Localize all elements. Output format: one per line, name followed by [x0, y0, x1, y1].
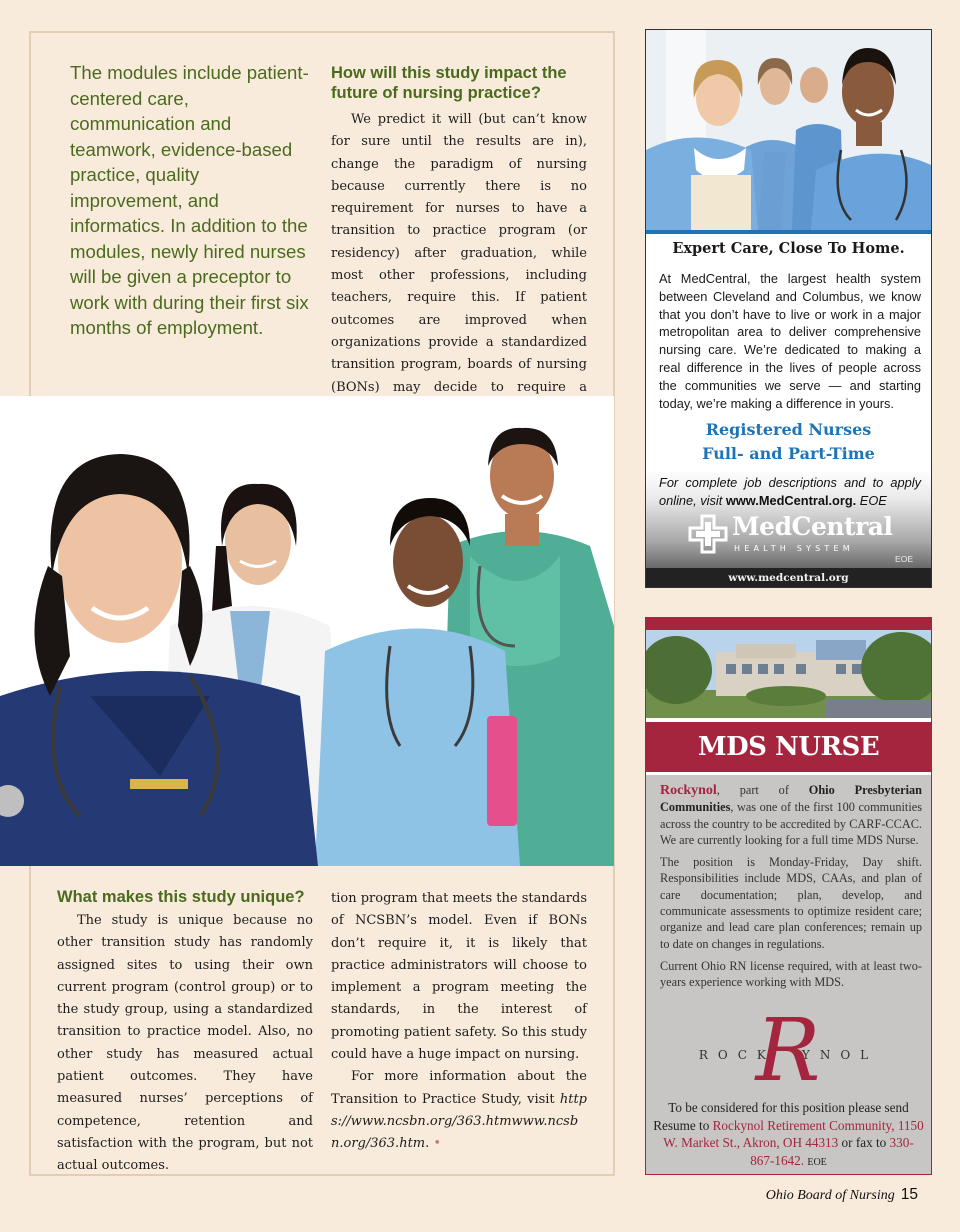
article-column-1 — [331, 109, 587, 421]
medcentral-logo-eoe: EOE — [895, 554, 913, 564]
medcentral-apply-text: For complete job descriptions and to apply online, visit — [659, 475, 921, 508]
study-link[interactable]: https://www.ncsbn.org/363.htmwww.ncsbn.org/363.htm — [331, 1091, 587, 1152]
page-footer — [766, 1186, 918, 1204]
rockynol-contact-text: To be considered for this position please send Resume to — [653, 1100, 909, 1133]
medcentral-ad-divider — [646, 230, 931, 234]
medcentral-ad-apply — [659, 474, 921, 509]
rockynol-ad-title: MDS NURSE — [646, 722, 931, 772]
rockynol-logo — [646, 1010, 931, 1090]
paragraph-continuation: tion program that meets the standards of NCSBN’s model. Even if BONs don’t require it, it is likely that practice administrators will choose to implement a program meeting the standards, in the interest of promoting patient safety. So this study could have a huge impact on nursing. — [331, 891, 587, 1063]
rockynol-intro-part1: , part of — [716, 783, 809, 797]
end-mark-icon: • — [433, 1136, 442, 1152]
medcentral-ad-positions — [646, 418, 931, 466]
rockynol-parent-org: Ohio Presbyterian Communities — [660, 783, 922, 815]
nurses-photo — [0, 396, 614, 866]
rockynol-contact-fax-text: or fax to — [841, 1135, 887, 1150]
footer-page-number: 15 — [900, 1186, 918, 1203]
rockynol-ad-topbar — [646, 618, 931, 630]
medcentral-footer-url[interactable]: www.medcentral.org — [646, 568, 931, 588]
medcentral-ad-photo — [646, 30, 931, 230]
rockynol-ad-intro — [660, 782, 922, 848]
medcentral-cross-icon — [688, 514, 728, 554]
rockynol-logo-wordmark — [646, 1048, 931, 1062]
rockynol-contact-fax: 330-867-1642. — [750, 1135, 914, 1168]
medcentral-ad-positions-line2: Full- and Part-Time — [702, 444, 875, 463]
medcentral-logo-name: MedCentral — [732, 512, 893, 541]
medcentral-logo-sub: HEALTH SYSTEM — [734, 544, 854, 553]
rockynol-ad-duties: The position is Monday-Friday, Day shift. Responsibilities include MDS, CAAs, and plan of care documentation; plan, develop, and communicate assessments to optimize resident care; organize and lead care plan conferences; remain up to date on changes in regulations. — [660, 855, 922, 951]
medcentral-nurses-illustration — [646, 30, 931, 230]
rockynol-logo-left: ROCK — [698, 1048, 776, 1062]
rockynol-building-photo — [646, 630, 931, 718]
rockynol-ad-requirements: Current Ohio RN license required, with at least two-years experience working with MDS. — [660, 958, 922, 990]
medcentral-ad[interactable] — [645, 29, 932, 588]
rockynol-intro-part2: , was one of the first 100 communities across the country to be accredited by CARF-CCAC. We are currently looking for a full time MDS Nurse. — [660, 800, 922, 847]
section-heading-impact: How will this study impact the future of nursing practice? — [331, 64, 567, 102]
paragraph-impact: We predict it will (but can’t know for sure until the results are in), change the paradigm of nursing because currently there is no requirement for nurses to have a transition to practice program (or residency) after graduation, while most other professions, including teachers, require this. If patient outcomes are improved when organizations provide a standardized transition program, boards of nursing (BONs) may decide to require a — [331, 112, 587, 395]
medcentral-apply-link[interactable]: www.MedCentral.org. — [725, 492, 857, 508]
footer-publication: Ohio Board of Nursing — [765, 1188, 895, 1203]
rockynol-ad-contact — [652, 1099, 925, 1171]
pull-quote: The modules include patient-centered care, communication and teamwork, evidence-based practice, quality improvement, and informatics. In addition to the modules, newly hired nurses will be given a preceptor to work with during their first six months of employment. — [70, 62, 309, 338]
paragraph-more-info: For more information about the Transition to Practice Study, visit https://www.ncsbn.org/363.htmwww.ncsbn.org/363.htm. • — [331, 1069, 587, 1152]
medcentral-apply-eoe: EOE — [859, 492, 887, 508]
rockynol-contact-address: Rockynol Retirement Community, 1150 W. Market St., Akron, OH 44313 — [663, 1117, 924, 1150]
paragraph-unique: The study is unique because no other transition study has randomly assigned sites to using their own current program (control group) or to the study group, using a standardized transition to practice model. Also, no other study has measured actual patient outcomes. They have measured nurses’ perceptions of competence, retention and satisfaction with the program, but not actual outcomes. — [57, 913, 313, 1174]
rockynol-ad-body — [660, 782, 922, 997]
rockynol-ad-divider-2 — [646, 772, 931, 775]
article-column-3 — [331, 888, 587, 1156]
article-column-2 — [57, 910, 313, 1178]
nurses-illustration — [0, 396, 614, 866]
medcentral-logo — [686, 514, 896, 558]
medcentral-ad-positions-line1: Registered Nurses — [705, 420, 872, 439]
rockynol-building-illustration — [646, 630, 931, 718]
medcentral-ad-body: At MedCentral, the largest health system between Cleveland and Columbus, we know that you don’t have to live or work in a major metropolitan area to deliver comprehensive nursing care. We’re dedicated to making a real difference in the lives of people across the communities we serve — and starting today, we’re making a difference in yours. — [659, 271, 921, 411]
more-info-text: For more information about the Transition to Practice Study, visit — [331, 1069, 587, 1107]
medcentral-ad-headline: Expert Care, Close To Home. — [672, 240, 905, 257]
rockynol-ad[interactable] — [645, 617, 932, 1175]
section-heading-unique: What makes this study unique? — [57, 888, 305, 906]
rockynol-monogram-letter: R — [755, 1010, 821, 1090]
rockynol-brand: Rockynol — [660, 783, 717, 798]
rockynol-contact-eoe: EOE — [807, 1156, 827, 1168]
rockynol-logo-right: YNOL — [801, 1048, 879, 1062]
